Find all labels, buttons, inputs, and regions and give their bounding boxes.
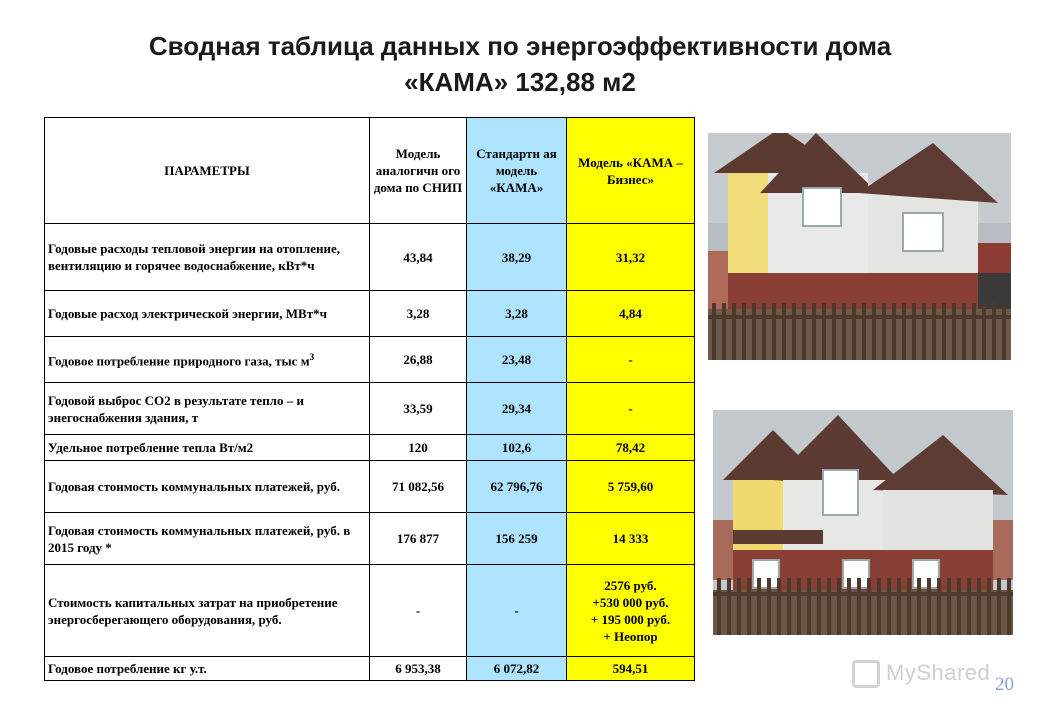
row-snip: 176 877 <box>370 513 467 565</box>
row-param <box>45 337 370 383</box>
table-row <box>45 224 695 291</box>
house-photo-1-image <box>708 133 1011 360</box>
row-param: Удельное потребление тепла Вт/м2 <box>45 435 370 461</box>
row-business: - <box>567 337 695 383</box>
page-number: 20 <box>995 674 1014 695</box>
row-snip: - <box>370 565 467 657</box>
row-standard: 3,28 <box>467 291 567 337</box>
table-row <box>45 435 695 461</box>
row-business: - <box>567 383 695 435</box>
row-standard: - <box>467 565 567 657</box>
business-cost-line: + 195 000 руб. <box>590 611 671 627</box>
header-standard: Стандартн ая модель «КАМА» <box>467 118 567 224</box>
row-business: 31,32 <box>567 224 695 291</box>
row-param-superscript: 3 <box>309 352 315 363</box>
table-row <box>45 513 695 565</box>
business-cost-line: 2576 руб. <box>604 577 657 593</box>
table-row <box>45 565 695 657</box>
row-snip: 3,28 <box>370 291 467 337</box>
table-header-row <box>45 118 695 224</box>
row-param: Годовой выброс СО2 в результате тепло – и энегоснабжения здания, т <box>45 383 370 435</box>
row-param: Годовые расходы тепловой энергии на отопление, вентиляцию и горячее водоснабжение, кВт*ч <box>45 224 370 291</box>
energy-table <box>44 117 695 681</box>
row-snip: 120 <box>370 435 467 461</box>
slide-title-line2: «КАМА» 132,88 м2 <box>404 67 636 97</box>
row-business <box>567 565 695 657</box>
table-row <box>45 383 695 435</box>
table-row <box>45 461 695 513</box>
house-photo-1 <box>708 133 1011 360</box>
row-snip: 33,59 <box>370 383 467 435</box>
slide-title-line1: Сводная таблица данных по энергоэффективности дома <box>148 31 892 61</box>
table-row <box>45 657 695 681</box>
watermark-icon <box>852 660 880 688</box>
row-business: 4,84 <box>567 291 695 337</box>
row-standard: 38,29 <box>467 224 567 291</box>
business-cost-line: +530 000 руб. <box>592 594 669 610</box>
row-business: 5 759,60 <box>567 461 695 513</box>
header-params: ПАРАМЕТРЫ <box>45 118 370 224</box>
header-snip: Модель аналогичн ого дома по СНИП <box>370 118 467 224</box>
header-business: Модель «КАМА – Бизнес» <box>567 118 695 224</box>
row-snip: 6 953,38 <box>370 657 467 681</box>
row-standard: 6 072,82 <box>467 657 567 681</box>
row-business: 78,42 <box>567 435 695 461</box>
slide-title <box>0 28 1040 100</box>
watermark-text: MyShared <box>886 660 991 685</box>
house-photo-2 <box>713 410 1013 635</box>
watermark <box>852 660 990 688</box>
row-param-text: Годовое потребление природного газа, тыс м <box>48 353 310 369</box>
row-standard: 62 796,76 <box>467 461 567 513</box>
row-snip: 43,84 <box>370 224 467 291</box>
row-param: Годовые расход электрической энергии, МВт*ч <box>45 291 370 337</box>
row-param: Стоимость капитальных затрат на приобретение энергосберегающего оборудования, руб. <box>45 565 370 657</box>
row-standard: 23,48 <box>467 337 567 383</box>
house-photo-2-image <box>713 410 1013 635</box>
row-snip: 26,88 <box>370 337 467 383</box>
row-snip: 71 082,56 <box>370 461 467 513</box>
table-row <box>45 291 695 337</box>
row-standard: 29,34 <box>467 383 567 435</box>
table-row <box>45 337 695 383</box>
row-param: Годовая стоимость коммунальных платежей, руб. <box>45 461 370 513</box>
row-business: 14 333 <box>567 513 695 565</box>
row-business: 594,51 <box>567 657 695 681</box>
business-cost-line: + Неопор <box>603 628 658 644</box>
row-standard: 102,6 <box>467 435 567 461</box>
row-param: Годовое потребление кг у.т. <box>45 657 370 681</box>
row-param: Годовая стоимость коммунальных платежей, руб. в 2015 году * <box>45 513 370 565</box>
row-standard: 156 259 <box>467 513 567 565</box>
